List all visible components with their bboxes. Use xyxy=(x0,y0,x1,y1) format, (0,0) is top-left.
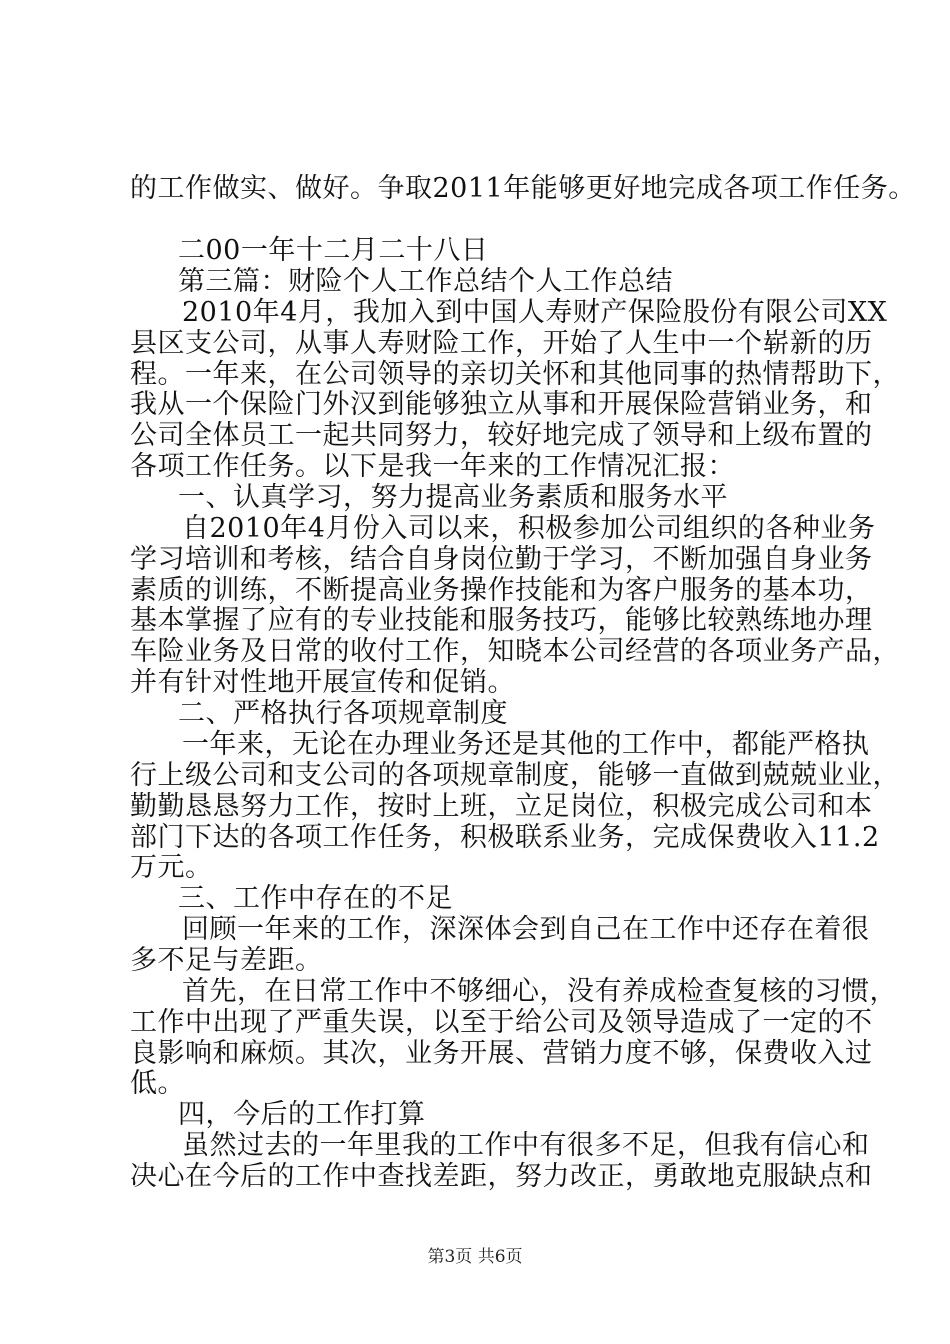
section-heading: 三、工作中存在的不足 xyxy=(178,883,453,915)
paragraph-line: 工作中出现了严重失误，以至于给公司及领导造成了一定的不 xyxy=(130,1006,873,1038)
paragraph-line: 并有针对性地开展宣传和促销。 xyxy=(130,667,515,699)
section-title: 第三篇：财险个人工作总结个人工作总结 xyxy=(178,265,673,297)
paragraph-line: 2010年4月，我加入到中国人寿财产保险股份有限公司XX xyxy=(182,296,888,328)
paragraph-line: 低。 xyxy=(130,1068,185,1100)
section-heading: 四，今后的工作打算 xyxy=(178,1099,426,1131)
page-footer: 第3页 共6页 xyxy=(427,1247,523,1267)
paragraph-line: 车险业务及日常的收付工作，知晓本公司经营的各项业务产品， xyxy=(130,636,900,668)
paragraph-line: 基本掌握了应有的专业技能和服务技巧，能够比较熟练地办理 xyxy=(130,605,873,637)
paragraph-line: 程。一年来，在公司领导的亲切关怀和其他同事的热情帮助下， xyxy=(130,358,900,390)
paragraph-line: 各项工作任务。以下是我一年来的工作情况汇报： xyxy=(130,451,735,483)
section-heading: 二、严格执行各项规章制度 xyxy=(178,698,508,729)
paragraph-line: 决心在今后的工作中查找差距，努力改正，勇敢地克服缺点和 xyxy=(130,1161,873,1192)
paragraph-line: 我从一个保险门外汉到能够独立从事和开展保险营销业务，和 xyxy=(130,389,873,421)
paragraph-line: 万元。 xyxy=(130,852,213,884)
date-line: 二00一年十二月二十八日 xyxy=(178,235,489,266)
paragraph-line: 行上级公司和支公司的各项规章制度，能够一直做到兢兢业业， xyxy=(130,759,900,791)
paragraph-line: 公司全体员工一起共同努力，较好地完成了领导和上级布置的 xyxy=(130,420,873,452)
paragraph-line: 素质的训练，不断提高业务操作技能和为客户服务的基本功， xyxy=(130,574,873,606)
paragraph-line: 首先，在日常工作中不够细心，没有养成检查复核的习惯， xyxy=(182,975,897,1007)
paragraph-line: 一年来，无论在办理业务还是其他的工作中，都能严格执 xyxy=(182,728,870,760)
paragraph-line: 部门下达的各项工作任务，积极联系业务，完成保费收入11.2 xyxy=(130,821,880,853)
paragraph-line: 勤勤恳恳努力工作，按时上班，立足岗位，积极完成公司和本 xyxy=(130,790,873,822)
section-heading: 一、认真学习，努力提高业务素质和服务水平 xyxy=(178,481,728,513)
paragraph-line: 多不足与差距。 xyxy=(130,944,323,976)
paragraph-line: 虽然过去的一年里我的工作中有很多不足，但我有信心和 xyxy=(182,1130,870,1162)
paragraph-line: 学习培训和考核，结合自身岗位勤于学习，不断加强自身业务 xyxy=(130,543,873,575)
paragraph-line: 自2010年4月份入司以来，积极参加公司组织的各种业务 xyxy=(182,512,876,544)
paragraph-line: 良影响和麻烦。其次，业务开展、营销力度不够，保费收入过 xyxy=(130,1037,873,1069)
paragraph-line: 的工作做实、做好。争取2011年能够更好地完成各项工作任务。 xyxy=(130,173,916,204)
paragraph-line: 县区支公司，从事人寿财险工作，开始了人生中一个崭新的历 xyxy=(130,327,873,359)
paragraph-line: 回顾一年来的工作，深深体会到自己在工作中还存在着很 xyxy=(182,914,870,946)
